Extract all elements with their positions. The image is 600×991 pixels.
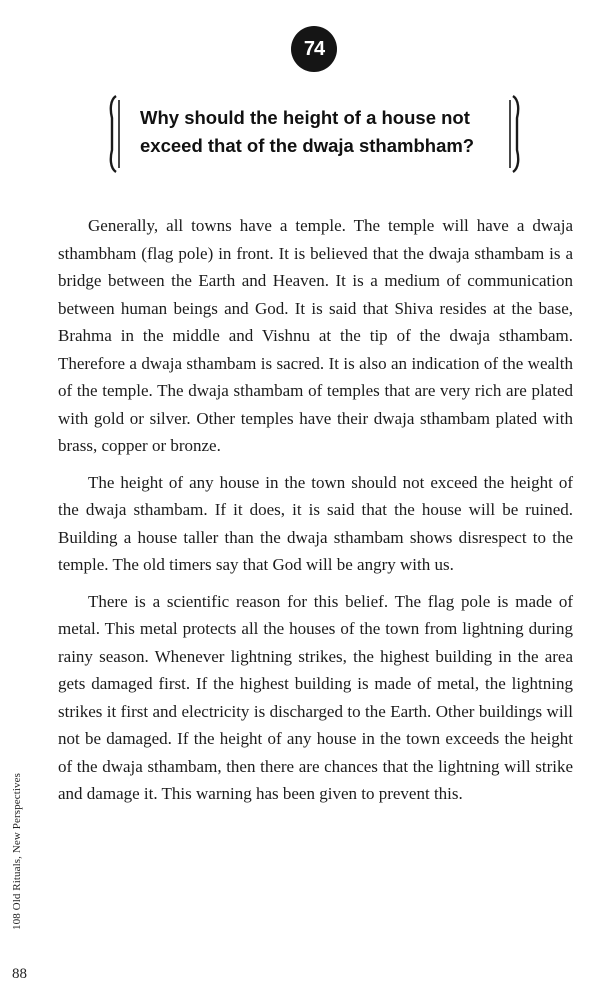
paragraph-2: The height of any house in the town should not exceed the height of the dwaja sthambam. If it does, it is said that the house will be ruined. Building a house taller than the dwaja sthambam shows disrespect to the temple. The old timers say that God will be angry with us.	[58, 472, 573, 574]
running-title: 108 Old Rituals, New Perspectives	[11, 773, 23, 930]
page-number: 88	[12, 966, 27, 982]
paragraph-1: Generally, all towns have a temple. The temple will have a dwaja sthambham (flag pole) in front. It is believed that the dwaja sthambam is a bridge between the Earth and Heaven. It is a medium of communication between human beings and God. It is said that Shiva resides at the base, Brahma in the middle and Vishnu at the tip of the dwaja sthambam. Therefore a dwaja sthambam is sacred. It is also an indication of the wealth of the temple. The dwaja sthambam of temples that are very rich are plated with gold or silver. Other temples have their dwaja sthambam plated with brass, copper or bronze.	[58, 216, 573, 455]
heading-line-2: exceed that of the dwaja sthambham?	[140, 135, 475, 156]
heading-line-1: Why should the height of a house not	[140, 107, 470, 128]
body-text	[58, 212, 573, 817]
right-bracket-ornament	[507, 94, 521, 174]
left-bracket-ornament	[108, 94, 122, 174]
chapter-number-badge: 74	[291, 26, 337, 72]
paragraph-3: There is a scientific reason for this belief. The flag pole is made of metal. This metal protects all the houses of the town from lightning during rainy season. Whenever lightning strikes, the highest building in the area gets damaged first. If the highest building is made of metal, the lightning strikes it first and electricity is discharged to the Earth. Other buildings will not be damaged. If the height of any house in the town exceeds the height of the dwaja sthambam, then there are chances that the lightning will strike and damage it. This warning has been given to prevent this.	[58, 591, 573, 803]
chapter-heading	[140, 104, 502, 160]
